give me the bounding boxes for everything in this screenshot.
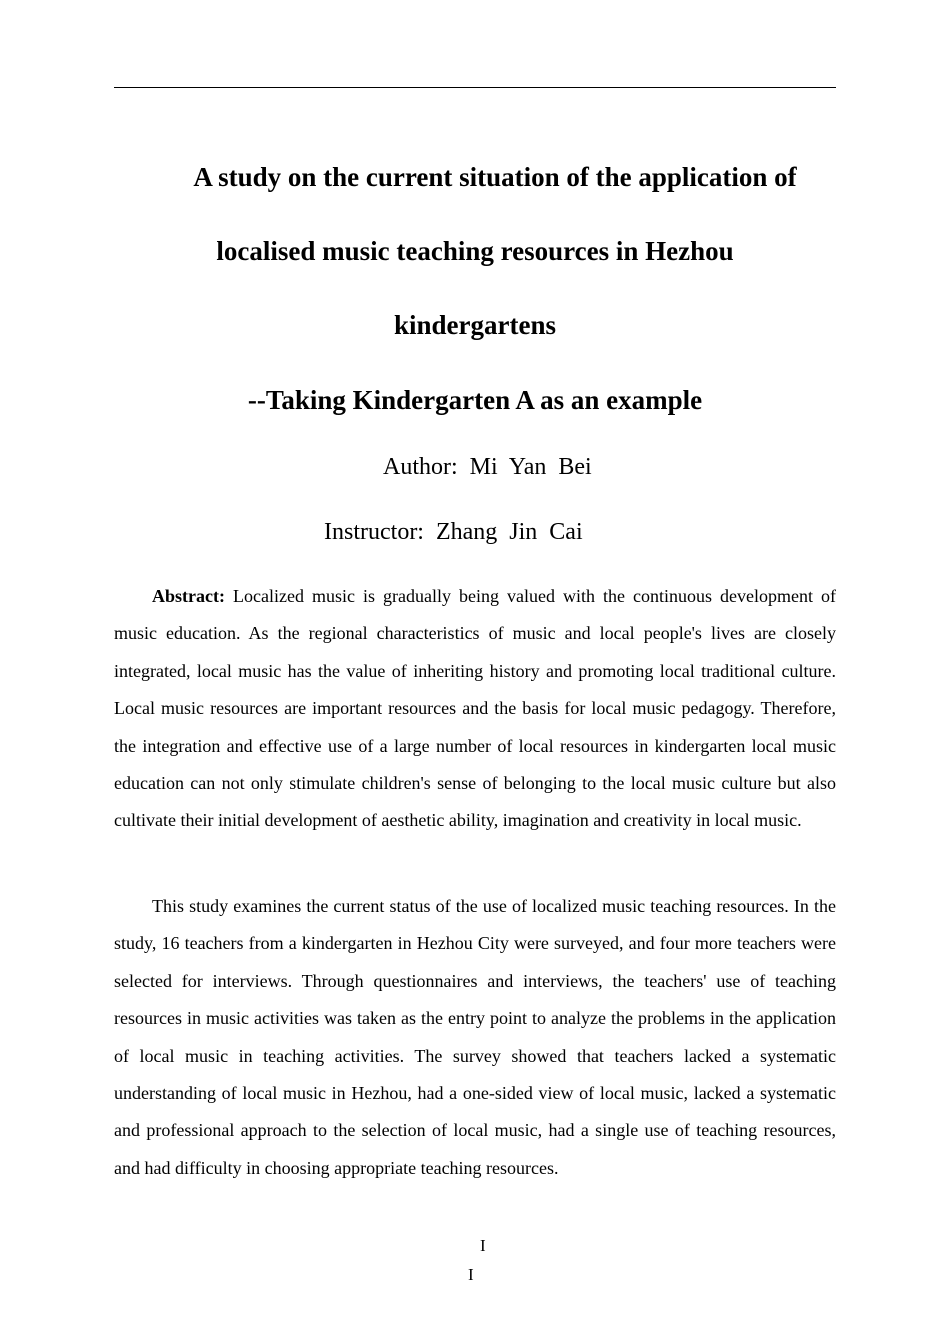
title-line-2: localised music teaching resources in Hezhou bbox=[216, 236, 734, 266]
header-rule bbox=[114, 87, 836, 88]
author-line: Author: Mi Yan Bei bbox=[383, 454, 592, 480]
title-line-1: A study on the current situation of the application of bbox=[193, 162, 797, 192]
page-number-footer: I bbox=[468, 1265, 474, 1284]
abstract-label: Abstract: bbox=[152, 586, 225, 606]
abstract-paragraph-1 bbox=[114, 578, 836, 840]
subtitle: --Taking Kindergarten A as an example bbox=[247, 385, 703, 415]
page-number: I bbox=[480, 1236, 486, 1255]
title-line-3: kindergartens bbox=[394, 310, 556, 340]
abstract-paragraph-2: This study examines the current status of the use of localized music teaching resources. In the study, 16 teachers from a kindergarten in Hezhou City were surveyed, and four more teachers were selected for interviews. Through questionnaires and interviews, the teachers' use of teaching resources in music activities was taken as the entry point to analyze the problems in the application of local music in teaching activities. The survey showed that teachers lacked a systematic understanding of local music in Hezhou, had a one-sided view of local music, lacked a systematic and professional approach to the selection of local music, had a single use of teaching resources, and had difficulty in choosing appropriate teaching resources. bbox=[114, 896, 836, 1178]
instructor-line: Instructor: Zhang Jin Cai bbox=[324, 519, 583, 545]
abstract-paragraph-1-text: Localized music is gradually being valued with the continuous development of music education. As the regional characteristics of music and local people's lives are closely integrated, local music has the value of inheriting history and promoting local traditional culture. Local music resources are important resources and the basis for local music pedagogy. Therefore, the integration and effective use of a large number of local resources in kindergarten local music education can not only stimulate children's sense of belonging to the local music culture but also cultivate their initial development of aesthetic ability, imagination and creativity in local music. bbox=[114, 586, 836, 831]
